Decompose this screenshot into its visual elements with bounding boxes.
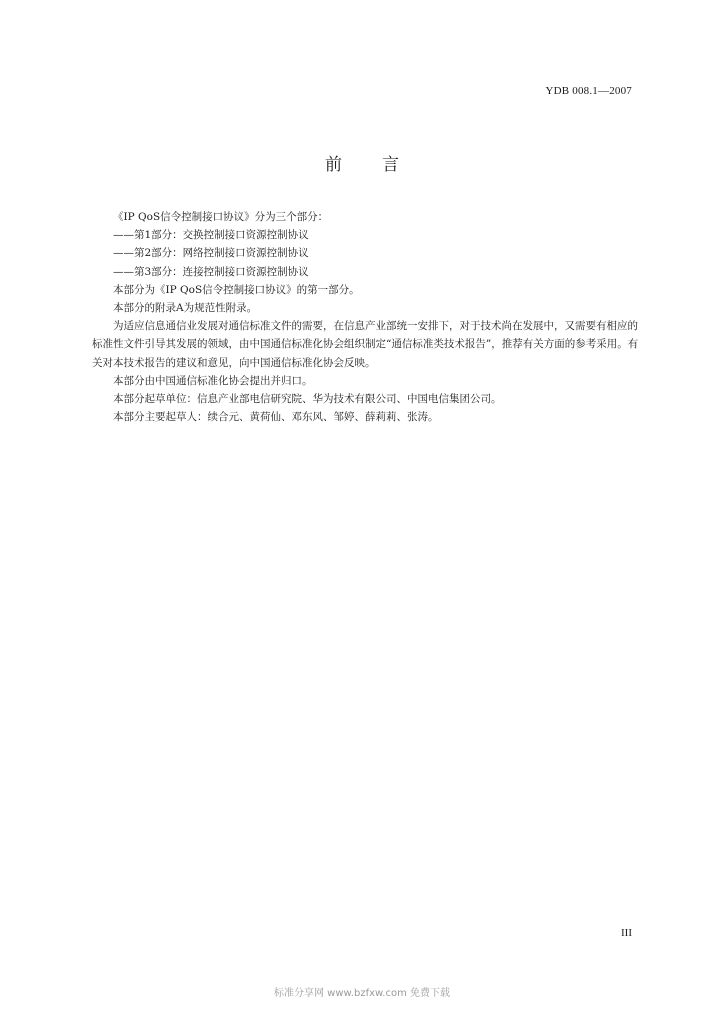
paragraph-parts-intro: 《IP QoS信令控制接口协议》分为三个部分： [113, 211, 329, 223]
paragraph-appendix: 本部分的附录A为规范性附录。 [113, 302, 258, 315]
footer-watermark: 标准分享网 www.bzfxw.com 免费下载 [274, 988, 450, 999]
paragraph-part-3: ——第3部分：连接控制接口资源控制协议 [113, 265, 309, 278]
page-title: 前言 [325, 155, 439, 175]
paragraph-drafting-units: 本部分起草单位：信息产业部电信研究院、华为技术有限公司、中国电信集团公司。 [113, 393, 502, 406]
paragraph-part-1: ——第1部分：交换控制接口资源控制协议 [113, 229, 309, 242]
page-number: III [621, 927, 632, 939]
paragraph-part-2: ——第2部分：网络控制接口资源控制协议 [113, 247, 309, 260]
paragraph-drafters: 本部分主要起草人：续合元、黄荷仙、邓东风、邹婷、薛莉莉、张涛。 [113, 411, 439, 424]
document-code: YDB 008.1—2007 [545, 85, 632, 97]
paragraph-this-part: 本部分为《IP QoS信令控制接口协议》的第一部分。 [113, 283, 360, 296]
foreword-body [92, 208, 640, 426]
paragraph-purpose: 为适应信息通信业发展对通信标准文件的需要，在信息产业部统一安排下，对于技术尚在发展中，又需要有相应的标准性文件引导其发展的领域，由中国通信标准化协会组织制定“通信标准类技术报告”，推荐有关方面的参考采用。有关对本技术报告的建议和意见，向中国通信标准化协会反映。 [92, 320, 639, 369]
paragraph-proposer: 本部分由中国通信标准化协会提出并归口。 [113, 374, 313, 387]
